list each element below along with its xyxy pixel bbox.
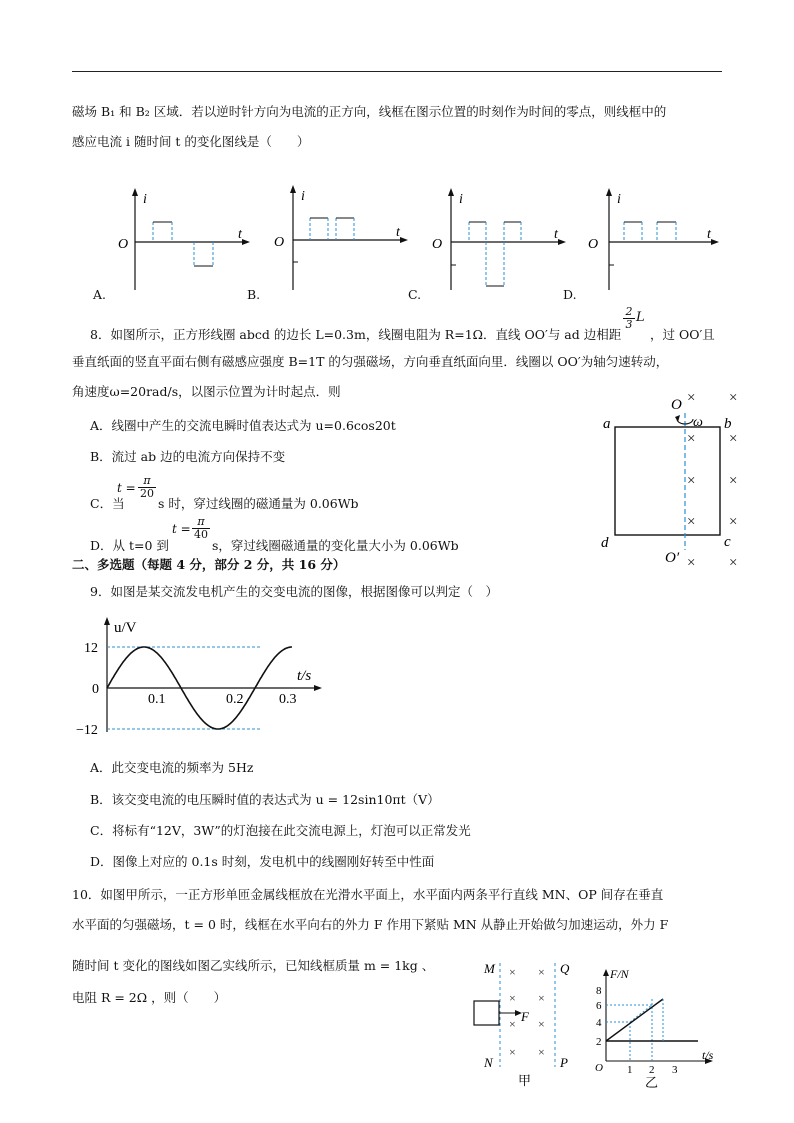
axis-t-label: t <box>554 227 558 242</box>
option-c-label[interactable]: C. <box>408 287 422 302</box>
fraction-denominator: 40 <box>194 528 208 541</box>
svg-text:×: × <box>687 390 696 406</box>
svg-text:×: × <box>509 991 516 1005</box>
svg-text:3: 3 <box>672 1064 678 1076</box>
q9-voltage-graph <box>72 612 332 742</box>
fraction-numerator: 2 <box>625 305 633 318</box>
svg-text:×: × <box>538 991 545 1005</box>
q7-graph-d <box>584 185 734 295</box>
q8-option-d-fraction <box>192 516 210 541</box>
axis-i-label: i <box>143 192 147 207</box>
svg-text:×: × <box>538 965 545 979</box>
q7-stem-line1: 磁场 B₁ 和 B₂ 区域．若以逆时针方向为电流的正方向，线框在图示位置的时刻作为时间的零点，则线框中的 <box>72 104 667 119</box>
fraction-numerator: π <box>197 515 205 528</box>
axis-i-label: i <box>617 192 621 207</box>
svg-text:×: × <box>509 1045 516 1059</box>
q7-graph-a <box>110 185 260 295</box>
q8-fraction <box>623 306 635 331</box>
q8-option-d-post: s，穿过线圈磁通量的变化量大小为 0.06Wb <box>212 538 459 553</box>
svg-text:×: × <box>538 1045 545 1059</box>
svg-text:O: O <box>671 397 682 413</box>
origin-label: O <box>432 237 443 252</box>
svg-text:2: 2 <box>596 1036 602 1048</box>
y-tick-12: 12 <box>84 641 98 656</box>
option-d-label[interactable]: D. <box>563 287 577 302</box>
q8-option-d-pre[interactable]: D．从 t=0 到 <box>90 538 169 553</box>
q8-option-c-pre[interactable]: C．当 <box>90 496 125 511</box>
axis-i-label: i <box>459 192 463 207</box>
q8-option-c-post: s 时，穿过线圈的磁通量为 0.06Wb <box>158 496 359 511</box>
q8-option-b[interactable]: B．流过 ab 边的电流方向保持不变 <box>90 449 286 464</box>
axis-t-label: t <box>396 225 400 240</box>
axis-i-label: i <box>301 189 305 204</box>
svg-text:4: 4 <box>596 1017 602 1029</box>
q8-line1-b: ，过 OO′且 <box>650 327 715 342</box>
svg-text:O′: O′ <box>665 550 680 566</box>
svg-text:M: M <box>484 961 495 976</box>
svg-text:ω: ω <box>693 415 703 430</box>
q8-coil-figure <box>595 385 755 575</box>
x-axis-label: t/s <box>297 668 312 684</box>
y-tick-minus-12: −12 <box>76 723 98 738</box>
q9-option-a[interactable]: A．此交变电流的频率为 5Hz <box>90 760 254 775</box>
q8-line3: 角速度ω=20rad/s，以图示位置为计时起点．则 <box>72 384 341 399</box>
svg-text:F: F <box>521 1009 529 1024</box>
origin-label: O <box>274 235 285 250</box>
svg-text:×: × <box>687 473 696 489</box>
x-tick-0.3: 0.3 <box>279 692 297 707</box>
y-tick-0: 0 <box>92 682 99 697</box>
square-frame <box>474 1001 499 1025</box>
q8-line2: 垂直纸面的竖直平面右侧有磁感应强度 B=1T 的匀强磁场，方向垂直纸面向里．线圈以 OO′为轴匀速转动， <box>72 354 669 369</box>
q8-option-a[interactable]: A．线圈中产生的交流电瞬时值表达式为 u=0.6cos20t <box>90 418 396 433</box>
q8-line1-a: 8．如图所示，正方形线圈 abcd 的边长 L=0.3m，线圈电阻为 R=1Ω．直线 OO′与 ad 边相距 <box>90 327 622 342</box>
y-axis-label: F/N <box>610 967 629 981</box>
svg-text:×: × <box>509 965 516 979</box>
x-tick-0.2: 0.2 <box>226 692 244 707</box>
section-2-title: 二、多选题（每题 4 分，部分 2 分，共 16 分） <box>72 557 346 572</box>
q9-option-c[interactable]: C．将标有“12V，3W”的灯泡接在此交流电源上，灯泡可以正常发光 <box>90 823 471 838</box>
q7-graph-b <box>268 180 418 295</box>
q7-stem-line2: 感应电流 i 随时间 t 的变化图线是（ ） <box>72 134 310 149</box>
header-rule <box>72 71 722 72</box>
y-axis-label: u/V <box>114 620 137 636</box>
fraction-variable: L <box>636 310 645 325</box>
q10-line1: 10．如图甲所示，一正方形单匝金属线框放在光滑水平面上，水平面内两条平行直线 MN、OP 间存在垂直 <box>72 887 664 902</box>
svg-text:×: × <box>687 514 696 530</box>
x-tick-0.1: 0.1 <box>148 692 166 707</box>
svg-text:×: × <box>729 555 738 571</box>
q10-figure-jia <box>470 955 590 1090</box>
svg-text:×: × <box>509 1017 516 1031</box>
option-a-label[interactable]: A. <box>93 287 107 302</box>
q8-option-c-t: t = <box>117 481 136 495</box>
caption-jia: 甲 <box>518 1073 532 1088</box>
svg-text:Q: Q <box>560 961 570 976</box>
svg-text:×: × <box>687 431 696 447</box>
q9-option-d[interactable]: D．图像上对应的 0.1s 时刻，发电机中的线圈刚好转至中性面 <box>90 854 435 869</box>
option-b-label[interactable]: B. <box>247 287 261 302</box>
origin-label: O <box>118 237 129 252</box>
square-coil <box>615 427 720 535</box>
svg-text:d: d <box>601 535 609 551</box>
axis-t-label: t <box>238 227 242 242</box>
svg-text:×: × <box>729 514 738 530</box>
q10-figure-yi <box>590 965 730 1090</box>
svg-text:×: × <box>538 1017 545 1031</box>
axis-t-label: t <box>707 227 711 242</box>
q10-line2: 水平面的匀强磁场，t = 0 时，线框在水平向右的外力 F 作用下紧贴 MN 从静止开始做匀加速运动，外力 F <box>72 917 669 932</box>
svg-text:×: × <box>729 390 738 406</box>
q10-line3: 随时间 t 变化的图线如图乙实线所示，已知线框质量 m = 1kg 、 <box>72 958 435 973</box>
svg-text:2: 2 <box>649 1064 655 1076</box>
q8-option-d-t: t = <box>172 522 191 536</box>
svg-text:×: × <box>729 473 738 489</box>
q7-graph-c <box>426 185 576 295</box>
q8-option-c-fraction <box>138 475 156 500</box>
svg-text:c: c <box>724 534 731 550</box>
caption-yi: 乙 <box>645 1075 659 1090</box>
fraction-denominator: 20 <box>140 487 154 500</box>
q9-stem: 9．如图是某交流发电机产生的交变电流的图像，根据图像可以判定（ ） <box>90 584 498 599</box>
fraction-numerator: π <box>143 474 151 487</box>
svg-text:×: × <box>729 431 738 447</box>
svg-text:a: a <box>603 416 611 432</box>
svg-text:O: O <box>595 1062 603 1074</box>
origin-label: O <box>588 237 599 252</box>
svg-text:P: P <box>560 1055 568 1070</box>
svg-text:8: 8 <box>596 985 602 997</box>
svg-text:×: × <box>687 555 696 571</box>
fraction-denominator: 3 <box>623 318 635 331</box>
svg-text:b: b <box>724 416 732 432</box>
svg-text:6: 6 <box>596 1000 602 1012</box>
q10-line4: 电阻 R = 2Ω ，则（ ） <box>72 990 227 1005</box>
q9-option-b[interactable]: B．该交变电流的电压瞬时值的表达式为 u = 12sin10πt（V） <box>90 792 440 807</box>
svg-text:N: N <box>484 1055 493 1070</box>
svg-text:1: 1 <box>627 1064 633 1076</box>
x-axis-label: t/s <box>702 1048 714 1062</box>
